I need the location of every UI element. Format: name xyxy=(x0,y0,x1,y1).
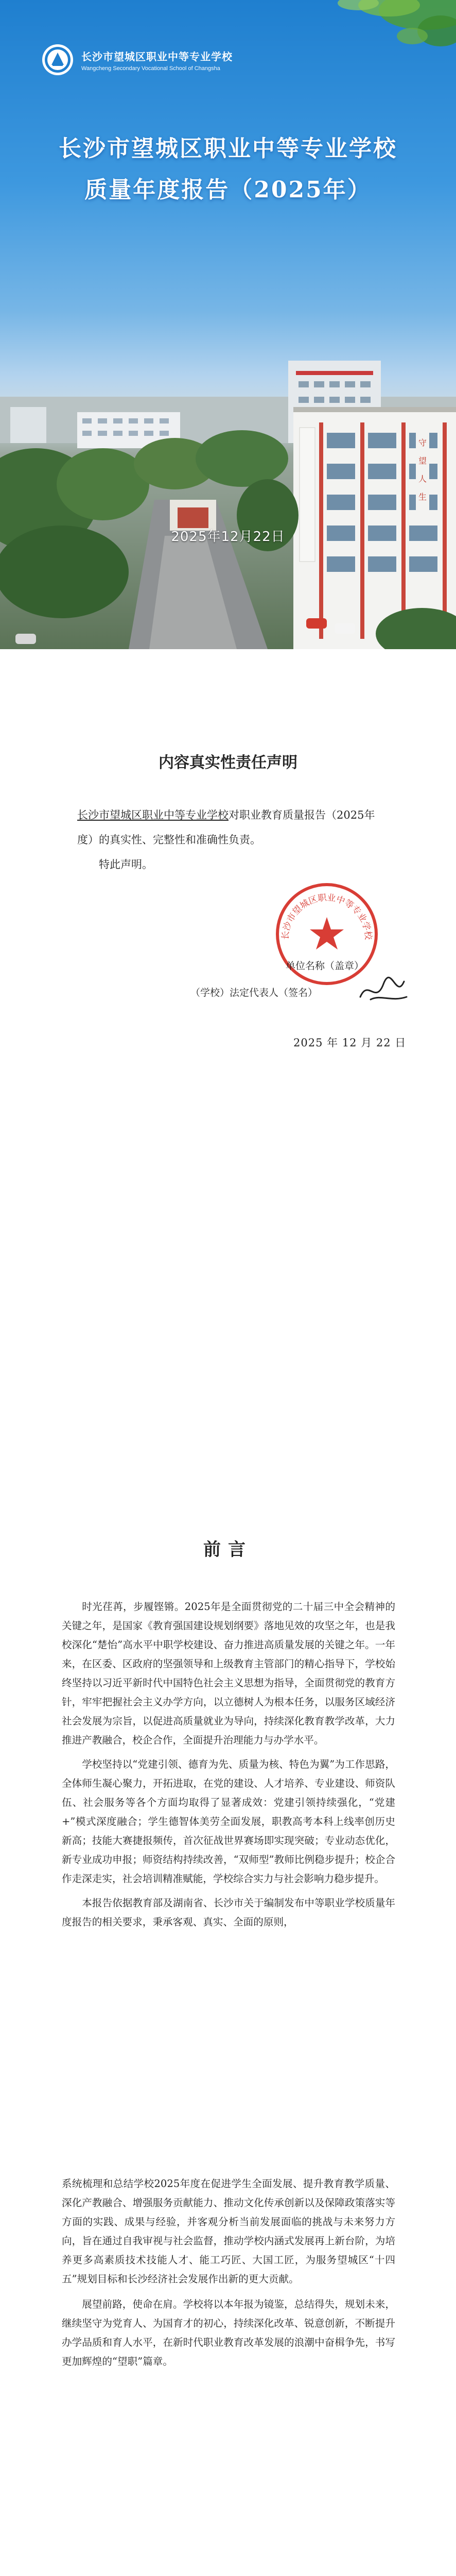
campus-photo xyxy=(0,330,456,649)
preface-continuation-page xyxy=(0,2012,456,2576)
school-name-cn: 长沙市望城区职业中等专业学校 xyxy=(81,50,233,63)
declaration-body xyxy=(77,803,386,877)
declaration-closing: 特此声明。 xyxy=(99,858,153,871)
svg-text:生: 生 xyxy=(418,492,427,502)
preface-paragraph: 时光荏苒，步履铿锵。2025年是全面贯彻党的二十届三中全会精神的关键之年，是国家《教育强国建设规划纲要》落地见效的攻坚之年，也是我校深化“楚怡”高水平中职学校建设、奋力推进高质量发展的关键之年。一年来，在区委、区政府的坚强领导和上级教育主管部门的精心指导下，学校始终坚持以习近平新时代中国特色社会主义思想为指导，全面贯彻党的教育方针，牢牢把握社会主义办学方向，以立德树人为根本任务，以服务区域经济社会发展为宗旨，以促进高质量就业为导向，持续深化教育教学改革，大力推进产教融合，校企合作，全面提升治理能力与办学水平。 xyxy=(62,1601,395,1746)
building-sign-text: 守 xyxy=(418,438,427,448)
preface-paragraph: 学校坚持以“党建引领、德育为先、质量为核、特色为翼”为工作思路，全体师生凝心聚力，开拓进取，在党的建设、人才培养、专业建设、师资队伍、社会服务等各个方面均取得了显著成效：党建引领持续强化，“党建+”模式深度融合；学生德智体美劳全面发展，职教高考本科上线率创历史新高；技能大赛捷报频传，首次征战世界赛场即实现突破；专业动态优化，新专业成功申报；师资结构持续改善，“双师型”教师比例稳步提升；校企合作走深走实，社会培训精准赋能，学校综合实力与社会影响力稳步提升。 xyxy=(62,1758,395,1885)
handwritten-signature-icon xyxy=(355,969,412,1010)
declaration-paragraph xyxy=(77,803,386,852)
preface-paragraph: 本报告依据教育部及湖南省、长沙市关于编制发布中等职业学校质量年度报告的相关要求，秉承客观、真实、全面的原则， xyxy=(62,1897,395,1928)
report-cover xyxy=(0,0,456,649)
svg-text:人: 人 xyxy=(418,474,427,484)
svg-text:望: 望 xyxy=(418,456,427,466)
school-name-en: Wangcheng Secondary Vocational School of Changsha xyxy=(81,65,220,72)
legal-rep-label: （学校）法定代表人（签名） xyxy=(190,987,318,998)
continuation-paragraph: 展望前路，使命在肩。学校将以本年报为镜鉴，总结得失，规划未来，继续坚守为党育人、为国育才的初心，持续深化改革、锐意创新，不断提升办学品质和育人水平，在新时代职业教育改革发展的浪潮中奋楫争先，书写更加辉煌的“望职”篇章。 xyxy=(62,2298,395,2367)
declaration-title: 内容真实性责任声明 xyxy=(159,754,297,772)
declaration-date: 2025 年 12 月 22 日 xyxy=(293,1037,407,1049)
leaf-decoration-icon xyxy=(286,0,456,57)
cover-title-line1: 长沙市望城区职业中等专业学校 xyxy=(59,135,397,162)
continuation-paragraph: 系统梳理和总结学校2025年度在促进学生全面发展、提升教育教学质量、深化产教融合、增强服务贡献能力、推动文化传承创新以及保障政策落实等方面的实践、成果与经验，并客观分析当前发展面临的挑战与未来努力方向，旨在通过自我审视与社会监督，推动学校内涵式发展再上新台阶，为培养更多高素质技术技能人才、能工巧匠、大国工匠，为服务望城区“十四五”规划目标和长沙经济社会发展作出新的更大贡献。 xyxy=(62,2178,395,2285)
declaration-school-name: 长沙市望城区职业中等专业学校 xyxy=(77,809,229,821)
preface-continuation-body xyxy=(62,2174,395,2377)
declaration-page xyxy=(0,649,456,1381)
school-logo-icon xyxy=(41,43,74,76)
preface-title: 前言 xyxy=(203,1539,253,1560)
school-name-block xyxy=(81,48,233,72)
preface-page xyxy=(0,1381,456,2012)
svg-text:长沙市望城区职业中等专业学校: 长沙市望城区职业中等专业学校 xyxy=(280,892,374,940)
school-header xyxy=(41,43,233,76)
preface-body xyxy=(62,1597,395,1937)
cover-title-line2: 质量年度报告（2025年） xyxy=(84,177,372,203)
declaration-statement: 对职业教育质量报告（2025年度）的真实性、完整性和准确性负责。 xyxy=(77,809,375,846)
cover-date: 2025年12月22日 xyxy=(171,529,285,545)
unit-name-label: 单位名称（盖章） xyxy=(286,960,364,972)
